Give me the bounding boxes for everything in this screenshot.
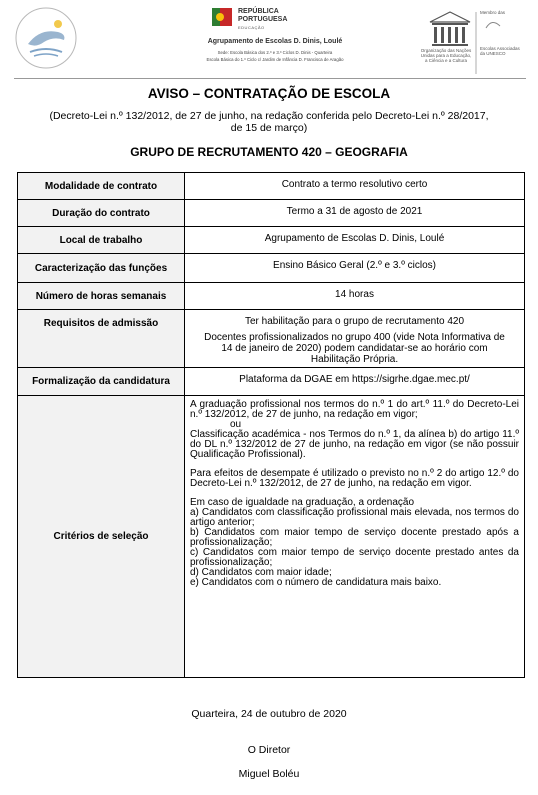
list-item: a) Candidatos com classificação profissional mais elevada, nos termos do artigo anterior; (190, 507, 519, 528)
table-row (18, 200, 525, 227)
row-label: Formalização da candidatura (18, 368, 185, 396)
criteria-or: ou (230, 419, 242, 430)
row-value: Ensino Básico Geral (2.º e 3.º ciclos) (185, 254, 525, 283)
page-title: AVISO – CONTRATAÇÃO DE ESCOLA (147, 86, 391, 101)
table-row (18, 310, 525, 368)
row-value: Contrato a termo resolutivo certo (185, 173, 525, 200)
gov-sub: EDUCAÇÃO (238, 25, 265, 30)
legal-reference: (Decreto-Lei n.º 132/2012, de 27 de junho, na redação conferida pelo Decreto-Lei n.º 28/2017, de 15 de março) (49, 110, 489, 134)
unesco-org: Organização das Nações Unidas para a Educação, a Ciência e a Cultura (420, 48, 472, 63)
row-label: Caracterização das funções (18, 254, 185, 283)
signature-name: Miguel Boléu (238, 768, 300, 780)
criteria-content (185, 396, 525, 678)
table-row (18, 396, 525, 678)
row-label: Duração do contrato (18, 200, 185, 227)
government-logo (200, 6, 350, 36)
letterhead (0, 0, 538, 80)
row-value (185, 310, 525, 368)
signature-role: O Diretor (247, 744, 291, 756)
requirement-main: Ter habilitação para o grupo de recrutamento 420 (244, 316, 465, 327)
table-row (18, 283, 525, 310)
header-divider (14, 78, 526, 79)
criteria-label: Critérios de seleção (18, 396, 185, 678)
criteria-paragraph: A graduação profissional nos termos do n.º 1 do art.º 11.º do Decreto-Lei n.º 132/2012, de 27 de junho, na redação em vigor; (190, 399, 519, 420)
criteria-paragraph: Para efeitos de desempate é utilizado o previsto no n.º 2 do artigo 12.º do Decreto-Lei n.º 132/2012, de 27 de junho, na redação em vigor. (190, 468, 519, 489)
row-value: Plataforma da DGAE em https://sigrhe.dgae.mec.pt/ (185, 368, 525, 396)
table-row (18, 368, 525, 396)
row-label: Local de trabalho (18, 227, 185, 254)
unesco-logo-icon (420, 8, 530, 78)
school-name: Agrupamento de Escolas D. Dinis, Loulé (207, 38, 343, 45)
criteria-paragraph: Em caso de igualdade na graduação, a ordenação (190, 497, 415, 508)
list-item: d) Candidatos com maior idade; (190, 567, 332, 578)
criteria-paragraph: Classificação académica - nos Termos do n.º 1, da alínea b) do artigo 11.º do DL n.º 132/2012 de 27 de junho, na redação em vigor (se não possuir Qualificação Profissional). (190, 429, 519, 460)
row-value: Agrupamento de Escolas D. Dinis, Loulé (185, 227, 525, 254)
row-label: Número de horas semanais (18, 283, 185, 310)
row-value: 14 horas (185, 283, 525, 310)
contract-table (17, 172, 525, 678)
school-address: Sede: Escola Básica dos 2.º e 3.º Ciclos D. Dinis - Quarteira Escola Básica do 1.º Ciclo c/ Jardim de Infância D. Francisca de Aragão (206, 50, 344, 62)
unesco-member: Membro das (480, 10, 506, 15)
flag-icon (212, 8, 232, 26)
gov-name: REPÚBLICA PORTUGUESA (238, 8, 288, 23)
requirement-note: Docentes profissionalizados no grupo 400 (vide Nota Informativa de 14 de janeiro de 2020) podem candidatar-se ao horário com Habilitação Própria. (204, 332, 505, 365)
list-item: b) Candidatos com maior tempo de serviço docente prestado após a profissionalização; (190, 527, 519, 548)
list-item: c) Candidatos com maior tempo de serviço docente prestado antes da profissionalização; (190, 547, 519, 568)
recruitment-group: GRUPO DE RECRUTAMENTO 420 – GEOGRAFIA (130, 145, 408, 159)
row-value: Termo a 31 de agosto de 2021 (185, 200, 525, 227)
place-date: Quarteira, 24 de outubro de 2020 (191, 708, 347, 720)
list-item: e) Candidatos com o número de candidatura mais baixo. (190, 577, 442, 588)
unesco-associated: Escolas Associadas da UNESCO (480, 46, 520, 56)
row-label: Modalidade de contrato (18, 173, 185, 200)
table-row (18, 254, 525, 283)
school-logo-icon (14, 6, 78, 70)
table-row (18, 227, 525, 254)
table-row (18, 173, 525, 200)
row-label: Requisitos de admissão (18, 310, 185, 368)
